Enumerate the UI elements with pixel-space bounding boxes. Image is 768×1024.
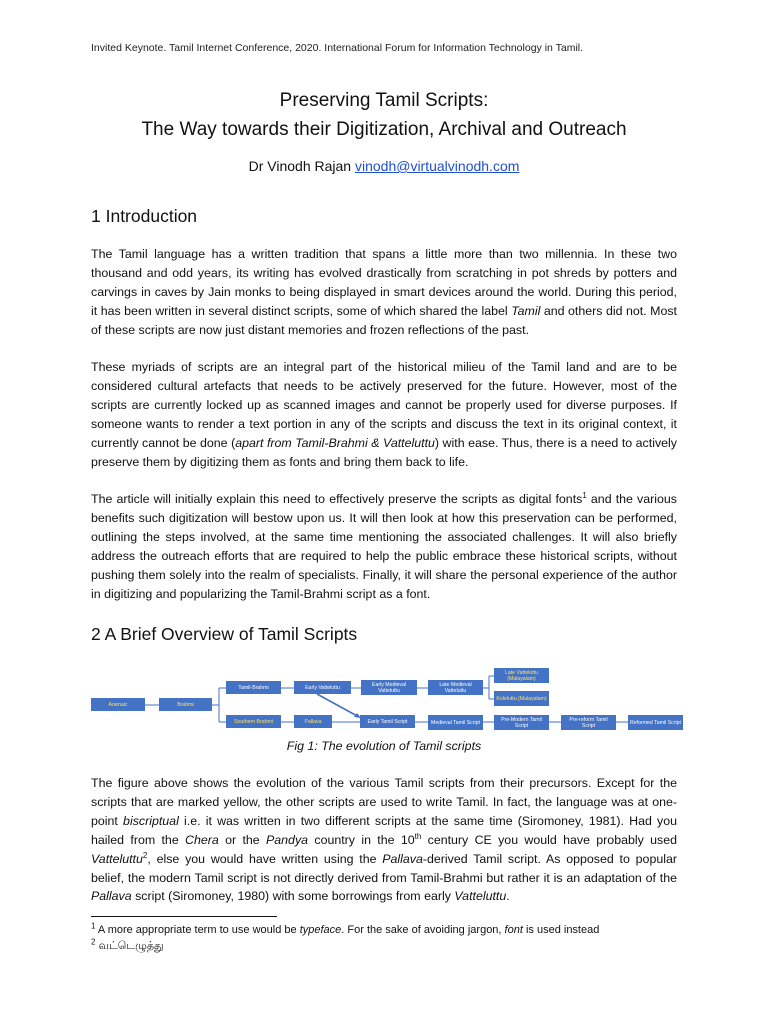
paragraph-2: These myriads of scripts are an integral part of the historical milieu of the Tamil land and are to be considered cultural artefacts that needs to be actively preserved for the future. However, most of the scripts are currently locked up as scanned images and cannot be properly used for diverse purposes. If someone wants to render a text portion in any of the scripts and discuss the text in its original context, it currently cannot be done (apart from Tamil-Brahmi & Vatteluttu) with ease. Thus, there is a need to actively preserve them by digitizing them as fonts and bring them back to life. xyxy=(91,360,677,469)
footnote-divider xyxy=(91,916,277,917)
section-heading-overview: 2 A Brief Overview of Tamil Scripts xyxy=(91,624,358,644)
header-note: Invited Keynote. Tamil Internet Conference, 2020. International Forum for Information Technology in Tamil. xyxy=(91,42,584,54)
footnote-2: $^2$ வட்டெழுத்து xyxy=(91,937,164,952)
node-reformed-tamil-script: Reformed Tamil Script xyxy=(628,715,683,730)
node-tamil-brahmi: Tamil-Brahmi xyxy=(226,681,281,694)
node-southern-brahmi: Southern Brahmi xyxy=(226,715,281,728)
author-line xyxy=(0,158,768,174)
node-early-vatteluttu: Early Vatteluttu xyxy=(294,681,351,694)
footnote-ref-2[interactable]: 2 xyxy=(142,850,148,860)
node-koleluttu: Koleluttu (Malayalam) xyxy=(494,691,549,706)
node-early-medieval-vatteluttu: Early Medieval Vatteluttu xyxy=(361,680,417,695)
node-late-vatteluttu: Late Vatteluttu (Malayalam) xyxy=(494,668,549,683)
node-aramaic: Aramaic xyxy=(91,698,145,711)
node-pallava: Pallava xyxy=(294,715,332,728)
section-heading-introduction: 1 Introduction xyxy=(91,206,198,226)
figure-caption: Fig 1: The evolution of Tamil scripts xyxy=(286,739,482,753)
node-pre-modern-tamil-script: Pre-Modern Tamil Script xyxy=(494,715,549,730)
paragraph-1: The Tamil language has a written tradition that spans a little more than two millennia. In these two thousand and odd years, its writing has evolved drastically from scratching in pot shreds by potters and carvings in caves by Jain monks to being displayed in smart devices around the world. During this period, it has been written in several distinct scripts, some of which shared the label Tamil and others did not. Most of these scripts are now just distant memories and frozen reflections of the past. xyxy=(91,247,677,337)
node-early-tamil-script: Early Tamil Script xyxy=(360,715,415,728)
paragraph-4: The figure above shows the evolution of the various Tamil scripts from their precursors. Except for the scripts that are marked yellow, the other scripts are used to write Tamil. In fact, the language was at one-point biscriptual i.e. it was written in two different scripts at the same time (Siromoney, 1981). Had you hailed from the Chera or the Pandya country in the 10th century CE you would have probably used Vatteluttu$^2$, else you would have written using the Pallava-derived Tamil script. As opposed to popular belief, the modern Tamil script is not directly derived from Tamil-Brahmi but rather it is an adaptation of the Pallava script (Siromoney, 1980) with some borrowings from early Vatteluttu. xyxy=(91,776,678,904)
node-brahmi: Brahmi xyxy=(159,698,212,711)
node-medieval-tamil-script: Medieval Tamil Script xyxy=(428,715,483,730)
footnote-ref-1[interactable]: 1 xyxy=(582,490,587,500)
paragraph-3: The article will initially explain this need to effectively preserve the scripts as digital fonts$^1$ and the various benefits such digitization will bestow upon us. It will then look at how this preservation can be performed, outlining the steps involved, at the same time mentioning the associated challenges. It will also briefly address the outreach efforts that are required to help the public embrace these historical scripts, without pushing them solely into the realm of specialists. Finally, it will share the personal experience of the author in digitizing and popularizing the Tamil-Brahmi script as a font. xyxy=(91,490,677,601)
paper-title-line2: The Way towards their Digitization, Archival and Outreach xyxy=(141,119,627,140)
evolution-diagram xyxy=(91,664,691,736)
author-email-link[interactable]: vinodh@virtualvinodh.com xyxy=(354,158,520,174)
node-late-medieval-vatteluttu: Late Medieval Vatteluttu xyxy=(428,680,483,695)
node-pre-reform-tamil-script: Pre-reform Tamil Script xyxy=(561,715,616,730)
author-name: Dr Vinodh Rajan xyxy=(248,158,352,174)
footnote-1: $^1$ A more appropriate term to use would be typeface. For the sake of avoiding jargon, font is used instead xyxy=(91,921,600,936)
paper-title-line1: Preserving Tamil Scripts: xyxy=(279,90,489,111)
